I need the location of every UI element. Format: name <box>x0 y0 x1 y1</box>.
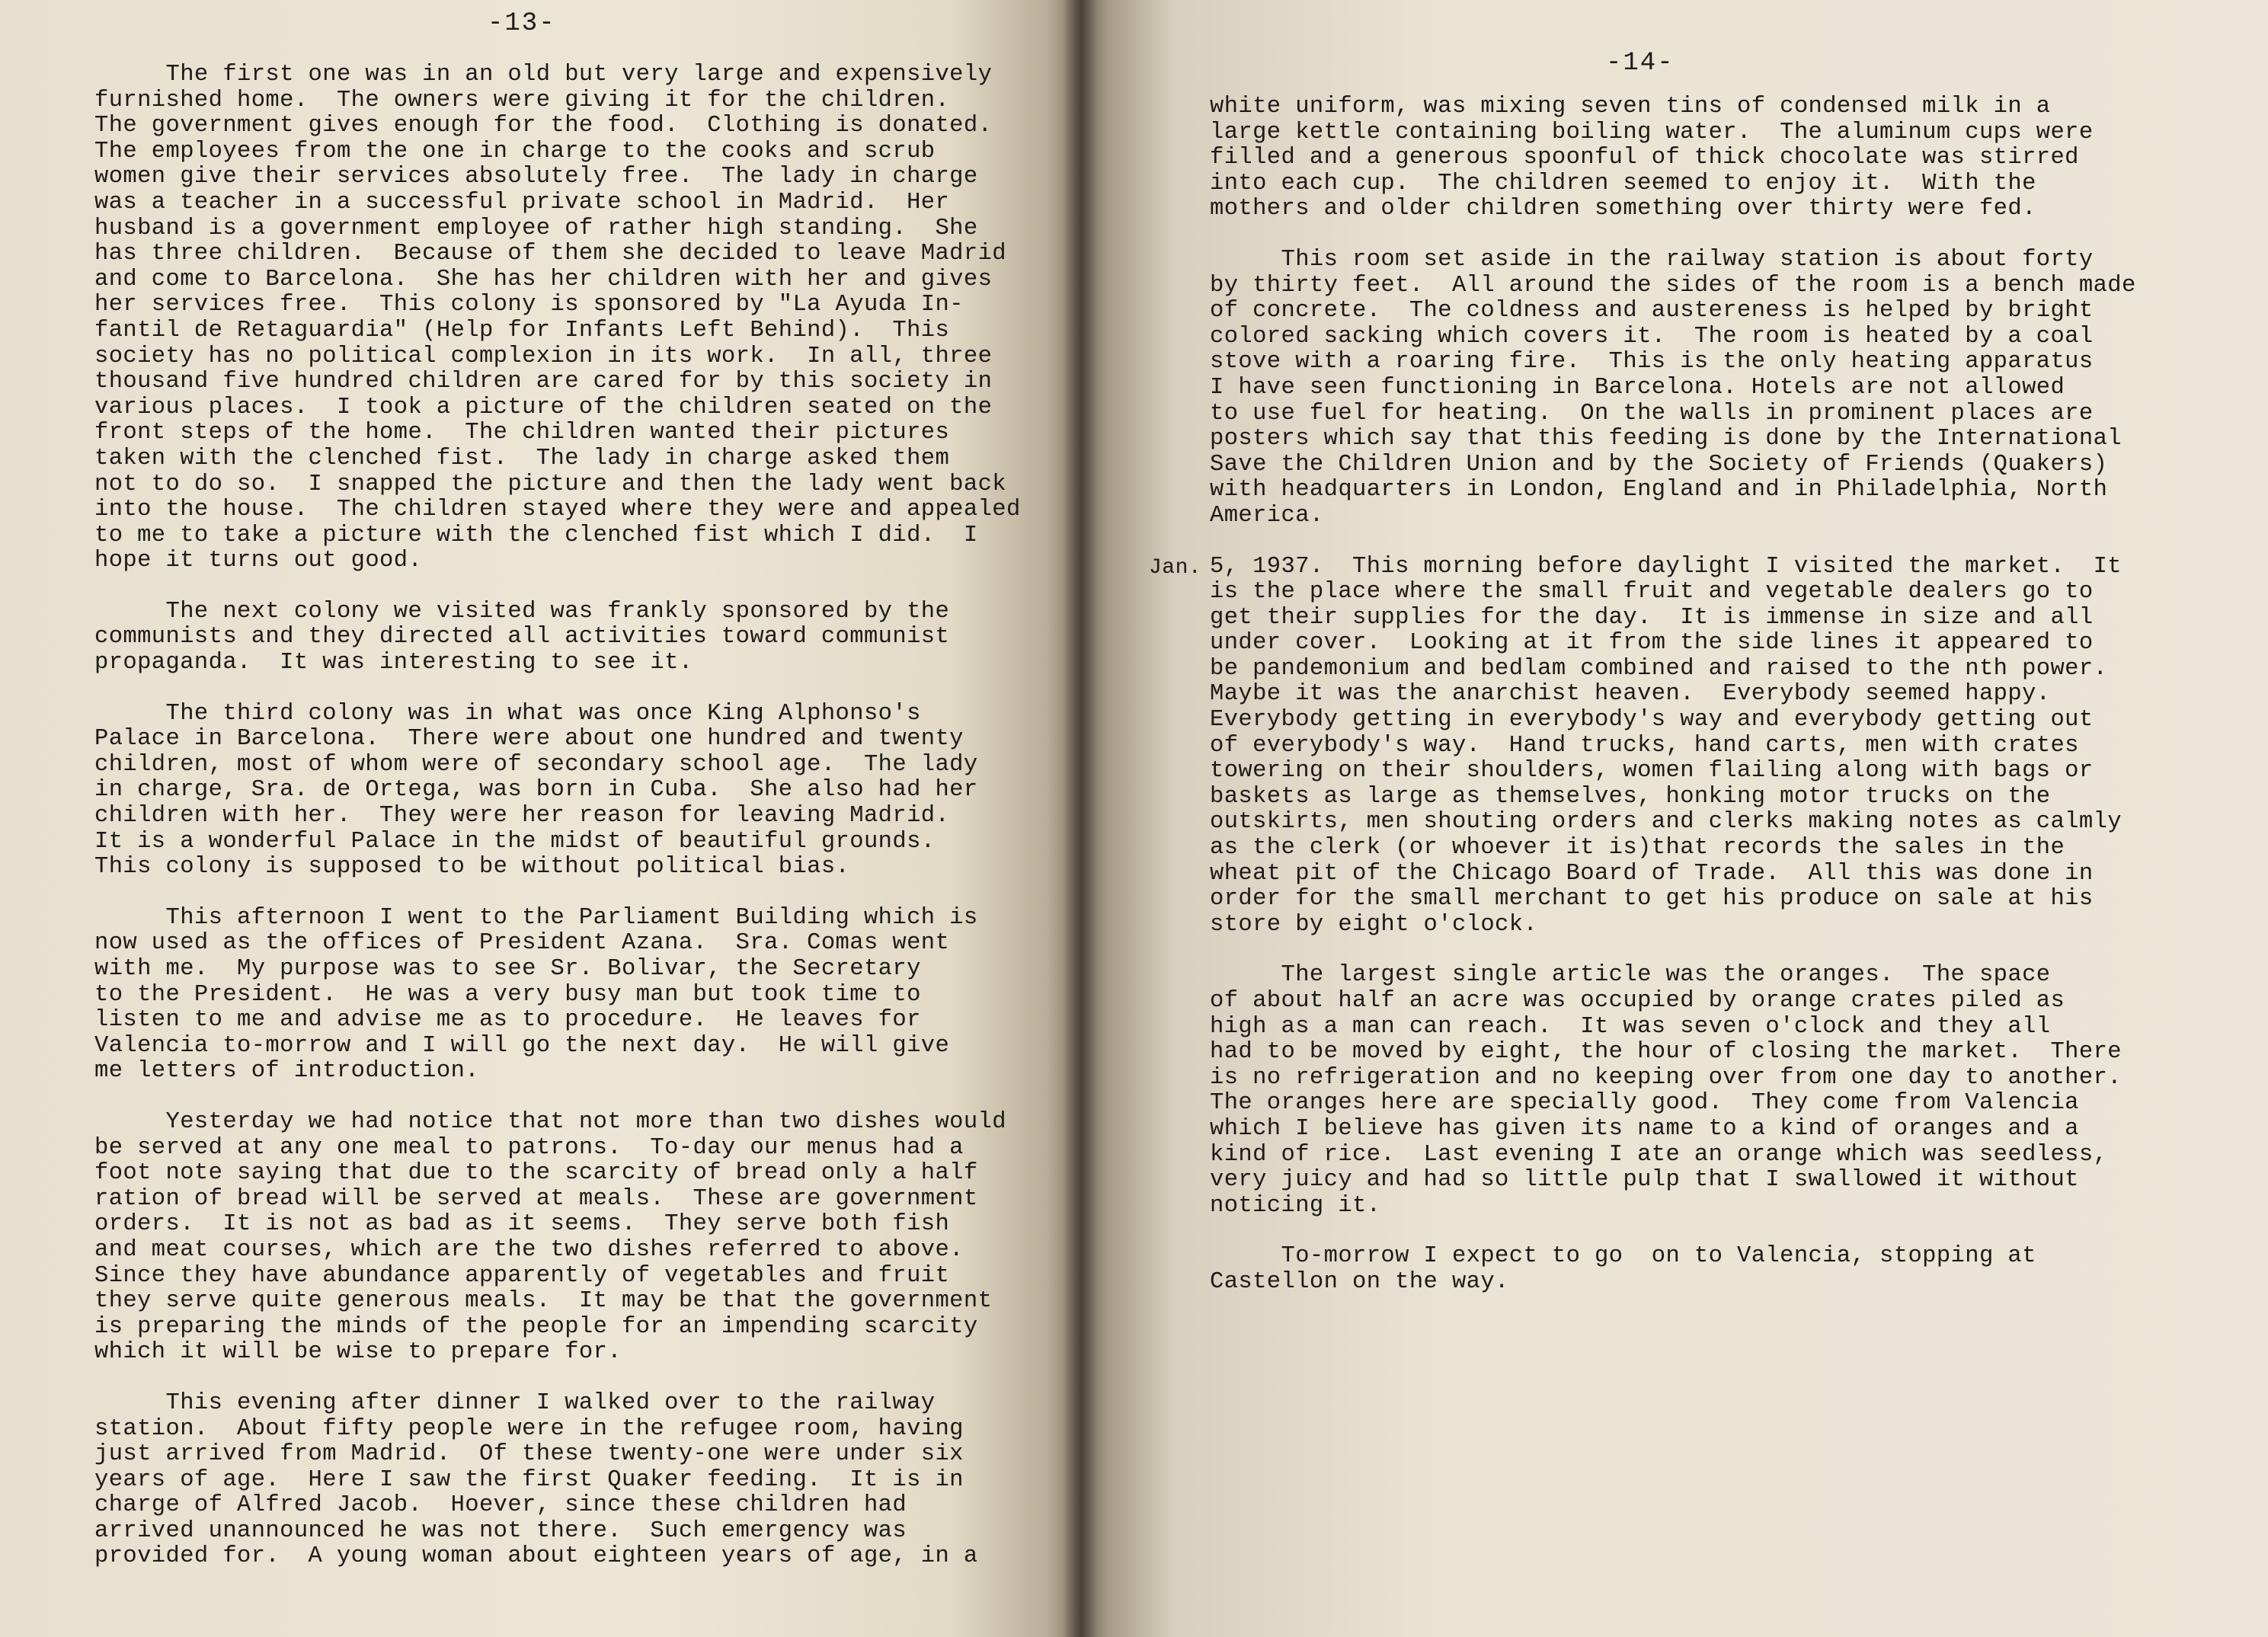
text-line: taken with the clenched fist. The lady in charge asked them <box>94 445 950 472</box>
text-line: husband is a government employee of rather high standing. She <box>94 215 978 241</box>
text-line: thousand five hundred children are cared for by this society in <box>94 369 993 395</box>
text-line: It is a wonderful Palace in the midst of beautiful grounds. <box>94 828 936 855</box>
text-line: The largest single article was the oranges. The space <box>1210 962 2051 989</box>
text-line: children, most of whom were of secondary school age. The lady <box>94 751 978 778</box>
text-line: years of age. Here I saw the first Quaker feeding. It is in <box>94 1466 964 1493</box>
text-line: be served at any one meal to patrons. To-day our menus had a <box>94 1134 964 1161</box>
text-line: towering on their shoulders, women flailing along with bags or <box>1210 758 2094 785</box>
text-line: This evening after dinner I walked over to the railway <box>94 1389 936 1416</box>
text-line: The oranges here are specially good. They come from Valencia <box>1210 1090 2079 1117</box>
text-line: of about half an acre was occupied by orange crates piled as <box>1210 988 2065 1014</box>
text-line: with me. My purpose was to see Sr. Bolivar, the Secretary <box>94 956 921 982</box>
text-line: wheat pit of the Chicago Board of Trade. All this was done in <box>1210 860 2094 887</box>
text-line: is the place where the small fruit and vegetable dealers go to <box>1210 579 2094 606</box>
paragraph <box>1210 248 2222 529</box>
paragraph <box>1210 1244 2222 1295</box>
text-line: The next colony we visited was frankly sponsored by the <box>94 598 950 625</box>
text-line: of everybody's way. Hand trucks, hand carts, men with crates <box>1210 732 2079 759</box>
text-line: now used as the offices of President Azana. Sra. Comas went <box>94 930 950 957</box>
text-line: which it will be wise to prepare for. <box>94 1339 622 1366</box>
text-line: women give their services absolutely free. The lady in charge <box>94 164 978 190</box>
text-line: outskirts, men shouting orders and clerks making notes as calmly <box>1210 809 2122 836</box>
text-line: Everybody getting in everybody's way and everybody getting out <box>1210 707 2094 734</box>
paragraph <box>1210 555 2222 938</box>
text-line: The employees from the one in charge to the cooks and scrub <box>94 138 936 165</box>
text-line: is no refrigeration and no keeping over from one day to another. <box>1210 1064 2122 1091</box>
text-line: propaganda. It was interesting to see it. <box>94 650 693 676</box>
text-line: The government gives enough for the food. Clothing is donated. <box>94 113 993 139</box>
text-line: high as a man can reach. It was seven o'clock and they all <box>1210 1013 2051 1040</box>
text-line: arrived unannounced he was not there. Such emergency was <box>94 1517 907 1544</box>
text-line: I have seen functioning in Barcelona. Hotels are not allowed <box>1210 374 2065 401</box>
page-body <box>1210 94 2222 1296</box>
text-line: of concrete. The coldness and austereness is helped by bright <box>1210 298 2094 325</box>
text-line: not to do so. I snapped the picture and then the lady went back <box>94 471 1006 497</box>
text-line: stove with a roaring fire. This is the only heating apparatus <box>1210 349 2094 376</box>
text-line: order for the small merchant to get his produce on sale at his <box>1210 886 2094 913</box>
text-line: and come to Barcelona. She has her children with her and gives <box>94 266 993 293</box>
text-line: her services free. This colony is sponsored by "La Ayuda In- <box>94 292 964 318</box>
text-line: just arrived from Madrid. Of these twenty-one were under six <box>94 1441 964 1468</box>
text-line: station. About fifty people were in the refugee room, having <box>94 1415 964 1442</box>
text-line: children with her. They were her reason for leaving Madrid. <box>94 803 950 830</box>
paragraph <box>94 1110 1060 1366</box>
text-line: posters which say that this feeding is done by the International <box>1210 426 2122 452</box>
text-line: orders. It is not as bad as it seems. They serve both fish <box>94 1211 950 1238</box>
text-line: and meat courses, which are the two dishes referred to above. <box>94 1236 964 1263</box>
text-line: Save the Children Union and by the Society of Friends (Quakers) <box>1210 451 2108 478</box>
text-line: 5, 1937. This morning before daylight I visited the market. It <box>1210 553 2122 580</box>
text-line: America. <box>1210 502 1324 529</box>
text-line: had to be moved by eight, the hour of closing the market. There <box>1210 1039 2122 1066</box>
text-line: To-morrow I expect to go on to Valencia, stopping at <box>1210 1243 2036 1270</box>
text-line: This afternoon I went to the Parliament Building which is <box>94 904 978 931</box>
text-line: is preparing the minds of the people for an impending scarcity <box>94 1313 978 1340</box>
text-line: they serve quite generous meals. It may be that the government <box>94 1288 993 1315</box>
text-line: was a teacher in a successful private school in Madrid. Her <box>94 189 950 216</box>
text-line: white uniform, was mixing seven tins of condensed milk in a <box>1210 94 2051 120</box>
text-line: large kettle containing boiling water. The aluminum cups were <box>1210 119 2094 145</box>
text-line: communists and they directed all activities toward communist <box>94 624 950 651</box>
text-line: Castellon on the way. <box>1210 1268 1509 1295</box>
text-line: kind of rice. Last evening I ate an orange which was seedless, <box>1210 1141 2108 1168</box>
text-line: very juicy and had so little pulp that I swallowed it without <box>1210 1167 2079 1194</box>
text-line: by thirty feet. All around the sides of the room is a bench made <box>1210 272 2136 299</box>
paragraph <box>94 62 1060 574</box>
margin-date-note: Jan. <box>1149 555 1202 580</box>
text-line: in charge, Sra. de Ortega, was born in Cuba. She also had her <box>94 777 978 804</box>
page-number: -14- <box>1606 49 1675 78</box>
text-line: fantil de Retaguardia" (Help for Infants Left Behind). This <box>94 317 950 344</box>
paragraph <box>94 906 1060 1085</box>
text-line: be pandemonium and bedlam combined and raised to the nth power. <box>1210 655 2108 682</box>
text-line: hope it turns out good. <box>94 548 423 574</box>
paragraph <box>1210 963 2222 1219</box>
text-line: Yesterday we had notice that not more than two dishes would <box>94 1108 1006 1135</box>
text-line: Valencia to-morrow and I will go the next day. He will give <box>94 1032 950 1059</box>
text-line: charge of Alfred Jacob. Hoever, since these children had <box>94 1492 907 1519</box>
text-line: as the clerk (or whoever it is)that records the sales in the <box>1210 835 2065 862</box>
text-line: listen to me and advise me as to procedure. He leaves for <box>94 1007 921 1034</box>
text-line: which I believe has given its name to a kind of oranges and a <box>1210 1115 2079 1142</box>
text-line: store by eight o'clock. <box>1210 911 1538 938</box>
text-line: into the house. The children stayed where they were and appealed <box>94 497 1021 523</box>
text-line: The first one was in an old but very large and expensively <box>94 62 993 88</box>
text-line: colored sacking which covers it. The room is heated by a coal <box>1210 323 2094 350</box>
paragraph <box>94 1391 1060 1570</box>
text-line: society has no political complexion in its work. In all, three <box>94 343 993 369</box>
text-line: foot note saying that due to the scarcity of bread only a half <box>94 1160 978 1187</box>
page-body <box>94 62 1060 1570</box>
text-line: This colony is supposed to be without political bias. <box>94 854 850 881</box>
text-line: get their supplies for the day. It is immense in size and all <box>1210 604 2094 631</box>
text-line: provided for. A young woman about eighteen years of age, in a <box>94 1543 978 1570</box>
text-line: me letters of introduction. <box>94 1058 479 1085</box>
text-line: ration of bread will be served at meals. These are government <box>94 1185 978 1212</box>
text-line: front steps of the home. The children wanted their pictures <box>94 420 950 446</box>
text-line: under cover. Looking at it from the side lines it appeared to <box>1210 630 2094 657</box>
text-line: into each cup. The children seemed to enjoy it. With the <box>1210 170 2036 197</box>
text-line: Palace in Barcelona. There were about one hundred and twenty <box>94 726 964 753</box>
text-line: baskets as large as themselves, honking motor trucks on the <box>1210 783 2051 810</box>
page-number: -13- <box>488 9 556 38</box>
text-line: The third colony was in what was once King Alphonso's <box>94 700 921 727</box>
text-line: Since they have abundance apparently of vegetables and fruit <box>94 1262 950 1289</box>
paragraph <box>1210 94 2222 222</box>
text-line: Maybe it was the anarchist heaven. Everybody seemed happy. <box>1210 681 2051 708</box>
paragraph <box>94 599 1060 676</box>
text-line: has three children. Because of them she decided to leave Madrid <box>94 241 1006 267</box>
left-page <box>0 0 1080 1637</box>
text-line: to the President. He was a very busy man but took time to <box>94 981 921 1008</box>
text-line: to use fuel for heating. On the walls in prominent places are <box>1210 400 2094 427</box>
text-line: filled and a generous spoonful of thick chocolate was stirred <box>1210 145 2079 171</box>
paragraph <box>94 702 1060 881</box>
text-line: noticing it. <box>1210 1192 1381 1219</box>
text-line: furnished home. The owners were giving it for the children. <box>94 87 950 114</box>
text-line: with headquarters in London, England and in Philadelphia, North <box>1210 477 2108 504</box>
text-line: mothers and older children something over thirty were fed. <box>1210 196 2036 222</box>
text-line: This room set aside in the railway station is about forty <box>1210 246 2094 273</box>
text-line: to me to take a picture with the clenched fist which I did. I <box>94 522 978 548</box>
right-page <box>1080 0 2268 1637</box>
text-line: various places. I took a picture of the children seated on the <box>94 394 993 420</box>
